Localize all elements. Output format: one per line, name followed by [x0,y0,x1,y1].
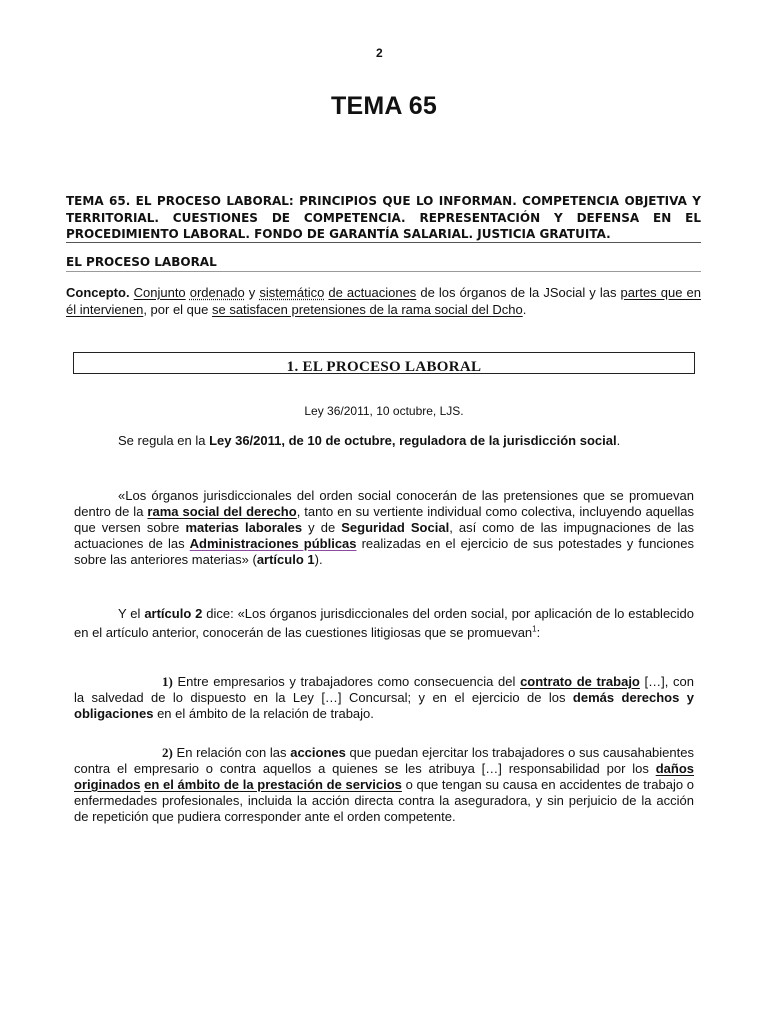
list-item [74,745,694,825]
quote-term-rama-social: rama social del derecho [147,504,297,519]
quote-text: , así como de las impugnaciones de las actuaciones de las [74,520,694,551]
quote-term-seguridad-social: Seguridad Social [341,520,450,535]
list-item-text: o que tengan su causa en accidentes de trabajo o enfermedades profesionales, incluida la acción directa contra la aseguradora, y sin perjuicio de la acción de repetición que pudiera corresponder ante el orden competente. [74,777,694,824]
list-item-text: en el ámbito de la relación de trabajo. [153,706,374,721]
article-1-quote [74,488,694,568]
list-item-number: 1) [162,674,173,689]
boxed-section-heading-text: 1. EL PROCESO LABORAL [286,359,482,374]
regulation-text: Se regula en la [118,433,210,448]
concepto-paragraph [66,285,701,318]
page-title: TEMA 65 [330,92,438,120]
section-heading: EL PROCESO LABORAL [66,255,217,269]
quote-text: realizadas en el ejercicio de sus potestades y funciones sobre las anteriores materias» ( [74,536,695,567]
section-divider [66,271,701,272]
article-2-text: dice: «Los órganos jurisdiccionales del orden social, por aplicación de lo establecido en el artículo anterior, conocerán de las cuestiones litigiosas que se promuevan [74,606,695,640]
regulation-paragraph [74,433,694,449]
regulation-law-name: Ley 36/2011, de 10 de octubre, reguladora de la jurisdicción social [209,433,617,448]
page-number-mark: 2 [376,46,383,60]
tema-heading: TEMA 65. EL PROCESO LABORAL: PRINCIPIOS QUE LO INFORMAN. COMPETENCIA OBJETIVA Y TERRITORIAL. CUESTIONES DE COMPETENCIA. REPRESENTACIÓN Y DEFENSA EN EL PROCEDIMIENTO LABORAL. FONDO DE GARANTÍA SALARIAL. JUSTICIA GRATUITA. [66,194,701,241]
list-item-text: Entre empresarios y trabajadores como consecuencia del [172,674,521,689]
article-2-ref: artículo 2 [144,606,203,621]
article-2-text: Y el [118,606,145,621]
list-item-number: 2) [162,745,173,760]
regulation-text: . [616,433,621,448]
list-item-text: […], con la salvedad de lo dispuesto en la Ley […] Concursal; y en el ejercicio de los [74,674,694,705]
list-item-text: En relación con las [172,745,291,760]
concepto-term-sistematico: sistemático [259,285,325,300]
list-item-term-danos: daños originados [74,761,694,792]
concepto-text: , por el que [143,301,212,317]
boxed-section-heading [73,352,695,374]
quote-text: «Los órganos jurisdiccionales del orden social conocerán de las pretensiones que se promuevan dentro de la [74,488,694,519]
quote-term-materias-laborales: materias laborales [185,520,303,535]
quote-term-administraciones: Administraciones públicas [189,536,357,551]
quote-text: ). [314,552,323,567]
list-item [74,674,694,722]
heading-divider [66,242,701,243]
article-2-text: : [536,625,541,640]
concepto-text: y [244,285,260,300]
list-item-term-acciones: acciones [290,745,346,760]
concepto-term-partes: partes que en él intervienen [66,285,701,317]
concepto-term-ordenado: ordenado [189,285,245,300]
concepto-text: . [522,301,527,317]
list-item-term-prestacion: en el ámbito de la prestación de servicios [144,777,402,792]
list-item-term-derechos: demás derechos y obligaciones [74,690,694,721]
list-item-term-contrato: contrato de trabajo [520,674,640,689]
quote-article-ref: artículo 1 [256,552,315,567]
concepto-term-pretensiones: se satisfacen pretensiones de la rama social del Dcho [211,301,523,317]
concepto-term-actuaciones: de actuaciones [328,285,417,300]
law-reference: Ley 36/2011, 10 octubre, LJS. [304,404,464,418]
article-2-paragraph [74,604,694,642]
list-item-text: que puedan ejercitar los trabajadores o sus causahabientes contra el empresario o contra aquellos a quienes se les atribuya […] responsabilidad por los [74,745,694,776]
quote-text: y de [302,520,342,535]
concepto-term-conjunto: Conjunto [133,285,186,300]
quote-text: , tanto en su vertiente individual como colectiva, incluyendo aquellas que versen sobre [74,504,694,535]
footnote-marker[interactable]: 1 [532,624,537,634]
concepto-label: Concepto. [66,285,130,300]
concepto-text: de los órganos de la JSocial y las [416,285,621,300]
